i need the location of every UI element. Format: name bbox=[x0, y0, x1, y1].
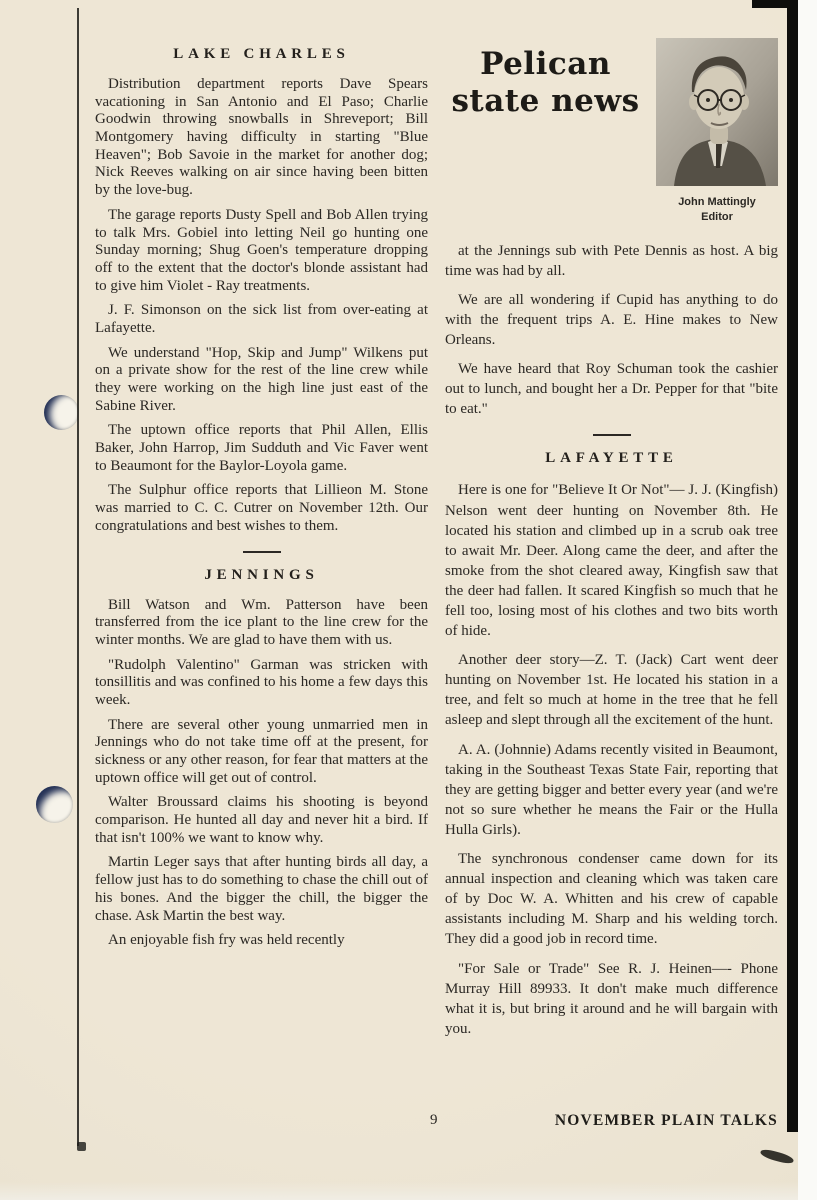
section-divider bbox=[243, 551, 281, 553]
paragraph: A. A. (Johnnie) Adams recently visited in Beaumont, taking in the Southeast Texas State Fair, reporting that they are getting bigger and better every year (and we're not so sure whether he means the Fair or the Hulla Hulla Girls). bbox=[445, 741, 778, 838]
scan-bottom-fade bbox=[0, 1182, 798, 1200]
paragraph: "For Sale or Trade" See R. J. Heinen—- Phone Murray Hill 89933. It don't make much difference what it is, but bring it around and he will bargain with you. bbox=[445, 960, 778, 1037]
paragraph: The garage reports Dusty Spell and Bob Allen trying to talk Mrs. Gobiel into letting Neil go hunting one Sunday morning; Shug Goen's temperature dropping off to the extent that the doctor's blonde assistant had to give him Violet - Ray treatments. bbox=[95, 206, 428, 294]
scan-margin bbox=[798, 0, 817, 1200]
section-heading-lake-charles: LAKE CHARLES bbox=[173, 46, 350, 62]
paragraph: An enjoyable fish fry was held recently bbox=[108, 932, 345, 949]
paragraph: We have heard that Roy Schuman took the cashier out to lunch, and bought her a Dr. Pepper for that "bite to eat." bbox=[445, 361, 778, 418]
paragraph: Walter Broussard claims his shooting is beyond comparison. He hunted all day and never hit a bird. If that isn't 100% we want to know why. bbox=[95, 794, 428, 846]
editor-photo-block bbox=[656, 38, 778, 225]
paragraph: at the Jennings sub with Pete Dennis as host. A big time was had by all. bbox=[445, 242, 778, 279]
paragraph: Here is one for "Believe It Or Not"— J. J. (Kingfish) Nelson went deer hunting on November 8th. He located his station and climbed up in a scrub oak tree to await Mr. Deer. Along came the deer, and after the smoke from the shot cleared away, Kingfish saw that the deer had fallen. It scared Kingfish so much that he fell too, losing most of his clothes and two bits worth of hide. bbox=[445, 482, 778, 640]
left-column bbox=[95, 46, 428, 957]
page-footer bbox=[95, 1112, 778, 1134]
paragraph: The synchronous condenser came down for its annual inspection and cleaning which was taken care of by Doc W. A. Whitten and his crew of capable assistants including M. Sharp and his welding torch. They did a good job in record time. bbox=[445, 851, 778, 948]
scan-edge-band bbox=[787, 0, 798, 1132]
editor-title: Editor bbox=[701, 210, 733, 223]
paragraph: We are all wondering if Cupid has anything to do with the frequent trips A. E. Hine makes to New Orleans. bbox=[445, 291, 778, 349]
paragraph: The uptown office reports that Phil Allen, Ellis Baker, John Harrop, Jim Sudduth and Vic Faver went to Beaumont for the Baylor-Loyola game. bbox=[95, 422, 428, 474]
section-divider bbox=[593, 434, 631, 436]
photo-caption bbox=[656, 195, 778, 225]
editor-name: John Mattingly bbox=[678, 196, 756, 208]
section-heading-lafayette: LAFAYETTE bbox=[545, 450, 678, 467]
scan-edge-corner bbox=[752, 0, 798, 8]
masthead-title bbox=[445, 46, 646, 225]
page-number: 9 bbox=[430, 1112, 438, 1128]
paragraph: Martin Leger says that after hunting birds all day, a fellow just has to do something to chase the chill out of his bones. And the bigger the chill, the bigger the chase. Ask Martin the best way. bbox=[95, 854, 428, 924]
right-column bbox=[445, 38, 778, 1048]
page-edge-line bbox=[77, 8, 79, 1146]
paragraph: Another deer story—Z. T. (Jack) Cart went deer hunting on November 1st. He located his station in a tree, and felt so much at home in the tree that he fell asleep and slept through all the excitement of the hunt. bbox=[445, 652, 778, 729]
paragraph: The Sulphur office reports that Lillieon M. Stone was married to C. C. Cutrer on November 12th. Our congratulations and best wishes to them. bbox=[95, 482, 428, 534]
paragraph: "Rudolph Valentino" Garman was stricken with tonsillitis and was confined to his home a few days this week. bbox=[95, 656, 428, 708]
publication-title: NOVEMBER PLAIN TALKS bbox=[554, 1112, 778, 1129]
paragraph: Bill Watson and Wm. Patterson have been transferred from the ice plant to the line crew for the winter months. We are glad to have them with us. bbox=[95, 596, 428, 648]
masthead-line-2: state news bbox=[451, 83, 640, 120]
masthead bbox=[445, 38, 778, 225]
paragraph: We understand "Hop, Skip and Jump" Wilkens put on a private show for the rest of the line crew while they were working on the high line just east of the Sabine River. bbox=[95, 344, 428, 414]
masthead-line-1: Pelican bbox=[480, 46, 611, 82]
section-heading-jennings: JENNINGS bbox=[204, 566, 319, 583]
binder-hole bbox=[36, 786, 73, 823]
binder-hole bbox=[44, 395, 79, 430]
paragraph: There are several other young unmarried men in Jennings who do not take time off at the present, for sickness or any other reason, for fear that matters at the uptown office will get out of control. bbox=[95, 716, 428, 786]
scan-mark bbox=[77, 1142, 86, 1151]
paragraph: Distribution department reports Dave Spears vacationing in San Antonio and El Paso; Charlie Goodwin throwing snowballs in Shreveport; Bill Montgomery having difficulty in starting "Blue Heaven"; Bob Savoie in the market for another dog; Nick Reeves walking on air since having been bitten by the love-bug. bbox=[95, 76, 428, 199]
paragraph: J. F. Simonson on the sick list from over-eating at Lafayette. bbox=[95, 302, 428, 336]
editor-portrait-photo bbox=[656, 38, 778, 186]
